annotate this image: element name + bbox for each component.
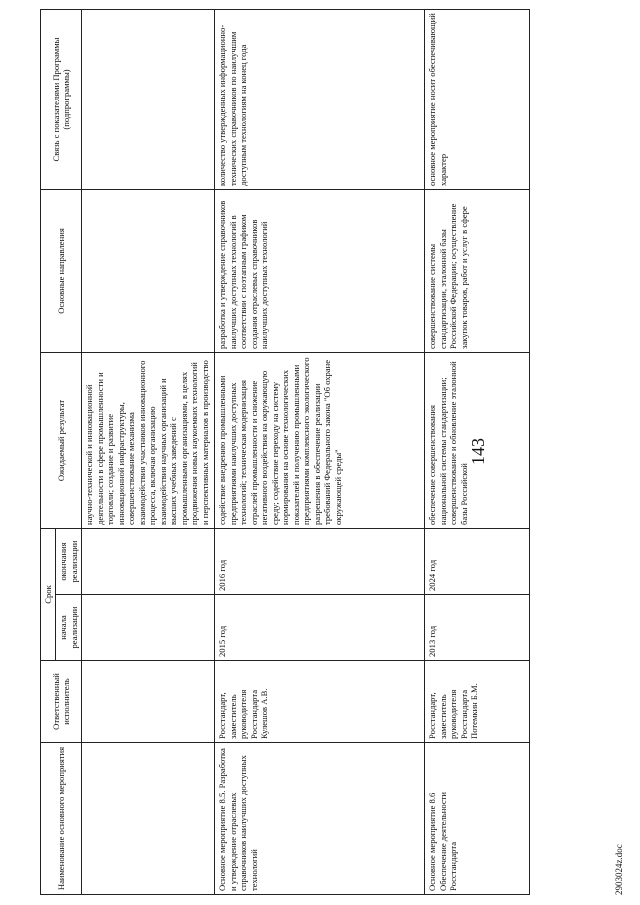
cell-result: обеспечение совершенствования национальной системы стандартизации; совершенствование и обновление эталонной базы Российской (425, 352, 530, 528)
cell-end: 2024 год (425, 528, 530, 594)
cell-responsible: Росстандарт, заместитель руководителя Росстандарта Кулешов А.В. (215, 661, 425, 743)
cell-name: Основное мероприятие 8.6 Обеспечение деятельности Росстандарта (425, 743, 530, 895)
cell-responsible (82, 661, 215, 743)
document-footer: 2903024z.doc (614, 844, 624, 895)
cell-directions: разработка и утверждение справочников наилучших доступных технологий в соответствии с поэтапным графиком создания отраслевых справочников наилучших доступных технологий (215, 189, 425, 352)
cell-result: содействие внедрению промышленными предприятиями наилучших доступных технологий; техническая модернизация отраслей промышленности и снижение негативного воздействия на окружающую среду; содействие переходу на систему нормирования на основе технологических показателей и получению промышленными предприятиями комплексного экологического разрешения в обеспечение реализации требований Федерального закона "Об охране окружающей среды" (215, 352, 425, 528)
measures-table (40, 9, 530, 895)
table-row (82, 9, 215, 894)
cell-responsible: Росстандарт, заместитель руководителя Росстандарта Потемкин Б.М. (425, 661, 530, 743)
header-end: окончания реализации (56, 528, 82, 594)
cell-result: научно-технической и инновационной деятельности в сфере промышленности и торговли; создание и развитие инновационной инфраструктуры, совершенствование механизма взаимодействия участников инновационного процесса, включая организацию взаимодействия научных организаций и высших учебных заведений с промышленными организациями, в целях продвижения новых наукоемких технологий и перспективных материалов в производство (82, 352, 215, 528)
cell-end: 2016 год (215, 528, 425, 594)
cell-end (82, 528, 215, 594)
cell-link (82, 9, 215, 189)
cell-name (82, 743, 215, 895)
table-row (215, 9, 425, 894)
cell-directions: совершенствование системы стандартизации, эталонной базы Российской Федерации; осуществление закупок товаров, работ и услуг в сфере (425, 189, 530, 352)
header-start: начала реализации (56, 595, 82, 661)
header-result: Ожидаемый результат (41, 352, 82, 528)
cell-link: количество утвержденных информационно-технических справочников по наилучшим доступным технологиям на конец года (215, 9, 425, 189)
header-name: Наименование основного мероприятия (41, 743, 82, 895)
header-term: Срок (41, 528, 56, 660)
header-row (41, 9, 56, 894)
cell-start: 2015 год (215, 595, 425, 661)
cell-start (82, 595, 215, 661)
cell-start: 2013 год (425, 595, 530, 661)
cell-directions (82, 189, 215, 352)
header-responsible: Ответственный исполнитель (41, 661, 82, 743)
header-link: Связь с показателями Программы (подпрограммы) (41, 9, 82, 189)
header-directions: Основные направления (41, 189, 82, 352)
cell-name: Основное мероприятие 8.5. Разработка и утверждение отраслевых справочников наилучших доступных технологий (215, 743, 425, 895)
cell-link: основное мероприятие носит обеспечивающий характер (425, 9, 530, 189)
table-row (425, 9, 530, 894)
page-number: 143 (468, 438, 488, 465)
